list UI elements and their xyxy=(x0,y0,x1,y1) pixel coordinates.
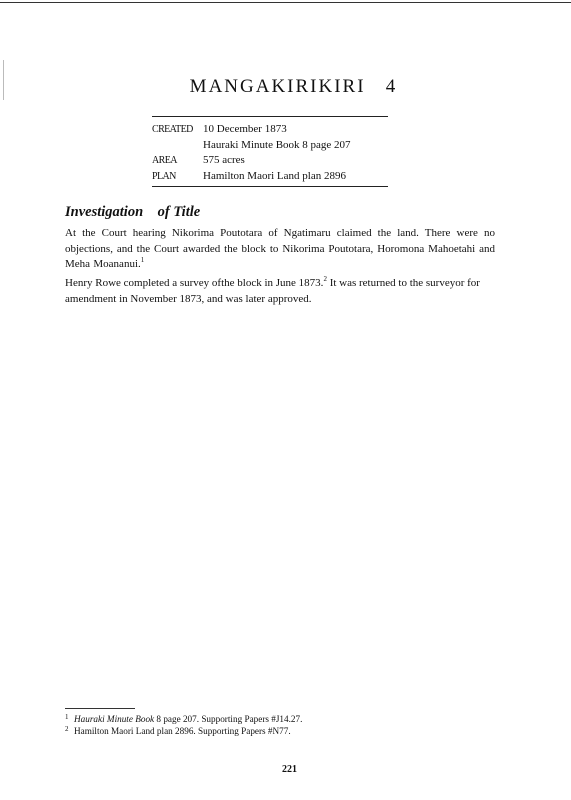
page-title: MANGAKIRIKIRI 4 xyxy=(189,76,398,97)
footnotes xyxy=(65,714,302,737)
paragraph-2-text-b: It was returned to the surveyor for amendment in November 1873, and was later approved. xyxy=(65,277,480,305)
section-heading: Investigation of Title xyxy=(65,204,201,220)
paragraph-1-text: At the Court hearing Nikorima Poutotara of Ngatimaru claimed the land. There were no objections, and the Court awarded the block to Nikorima Poutotara, Horomona Mahoetahi and Meha Moananui. xyxy=(65,227,495,270)
metadata-top-rule xyxy=(152,116,388,117)
page-number: 221 xyxy=(282,764,297,775)
footnote-item: 1 Hauraki Minute Book 8 page 207. Supporting Papers #J14.27. xyxy=(65,713,303,724)
minute-book-value: Hauraki Minute Book 8 page 207 xyxy=(203,138,351,151)
plan-value: Hamilton Maori Land plan 2896 xyxy=(203,169,346,182)
footnote-ref-2: 2 xyxy=(323,275,327,283)
top-border-rule xyxy=(0,2,571,3)
footnote-separator xyxy=(65,708,135,709)
created-value: 10 December 1873 xyxy=(203,123,287,135)
metadata-bottom-rule xyxy=(152,186,388,187)
footnote-text: 8 page 207. Supporting Papers #J14.27. xyxy=(154,714,303,724)
paragraph-court-hearing xyxy=(65,226,495,273)
footnote-source-title: Hauraki Minute Book xyxy=(74,714,155,724)
block-metadata-table xyxy=(152,122,351,184)
footnote-item: 2 Hamilton Maori Land plan 2896. Supporting Papers #N77. xyxy=(65,724,291,736)
paragraph-2-text-a: Henry Rowe completed a survey ofthe block in June 1873. xyxy=(65,277,324,289)
footnote-text: Hamilton Maori Land plan 2896. Supporting Papers #N77. xyxy=(74,725,291,736)
footnote-ref-1: 1 xyxy=(140,256,145,264)
created-row xyxy=(152,122,351,138)
area-row xyxy=(152,153,351,169)
plan-label: PLAN xyxy=(152,170,176,182)
empty-label xyxy=(152,138,203,154)
paragraph-survey xyxy=(65,276,495,307)
plan-row xyxy=(152,169,351,185)
area-value: 575 acres xyxy=(203,154,245,166)
area-label: AREA xyxy=(152,155,177,166)
created-label: CREATED xyxy=(152,124,193,135)
minute-book-row xyxy=(152,138,351,154)
